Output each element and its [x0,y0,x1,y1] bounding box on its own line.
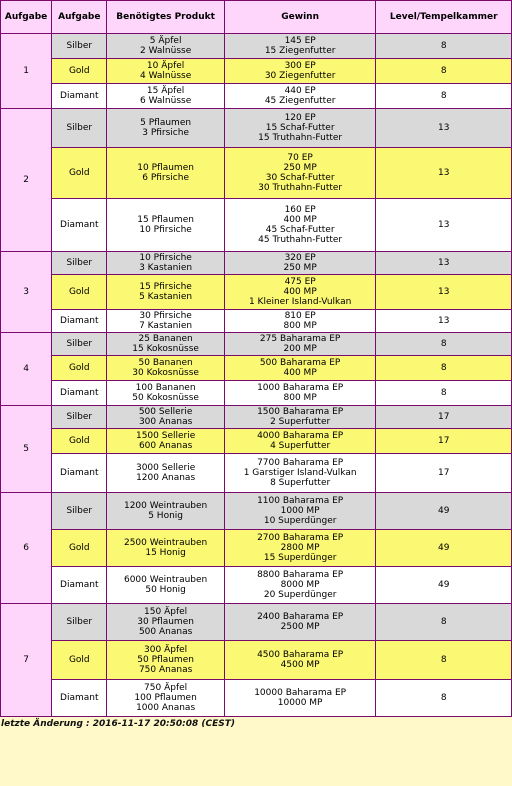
product-line: 5 Kastanien [139,292,193,302]
reward-line: 10 Superdünger [263,516,337,526]
reward-line: 2 Superfutter [270,417,331,427]
level-value: 49 [376,530,511,566]
required-products [107,333,223,355]
header-row [1,1,511,33]
tier-label: Gold [52,275,106,309]
reward-line: 440 EP [284,86,316,96]
required-products [107,109,223,147]
reward-line: 810 EP [284,311,316,321]
rewards [225,148,376,198]
table-row [1,567,511,603]
reward-line: 30 Truthahn-Futter [258,183,343,193]
reward-line: 1000 Baharama EP [257,383,344,393]
tier-label: Diamant [52,680,106,716]
product-line: 15 Äpfel [146,86,185,96]
last-modified: letzte Änderung : 2016-11-17 20:50:08 (CEST) [1,719,235,729]
level-value: 8 [376,641,511,679]
required-products [107,493,223,529]
level-value: 13 [376,148,511,198]
tier-label: Diamant [52,310,106,332]
product-line: 30 Kokosnüsse [132,368,199,378]
reward-line: 30 Ziegenfutter [264,71,336,81]
required-products [107,252,223,274]
table-row [1,641,511,679]
required-products [107,148,223,198]
task-number: 3 [1,252,51,332]
product-line: 30 Pflaumen [137,617,194,627]
reward-line: 250 MP [283,263,317,273]
reward-line: 10000 Baharama EP [254,688,347,698]
rewards [225,530,376,566]
table-row [1,530,511,566]
product-line: 6 Walnüsse [139,96,192,106]
product-line: 10 Äpfel [146,61,185,71]
tier-label: Gold [52,356,106,380]
tier-label: Silber [52,406,106,428]
reward-line: 20 Superdünger [263,590,337,600]
product-line: 1200 Weintrauben [123,501,208,511]
required-products [107,275,223,309]
tier-label: Silber [52,252,106,274]
tier-label: Gold [52,148,106,198]
rewards [225,604,376,640]
table-row [1,148,511,198]
level-value: 17 [376,406,511,428]
reward-line: 45 Ziegenfutter [264,96,336,106]
rewards [225,252,376,274]
table-row [1,429,511,453]
reward-line: 10000 MP [277,698,323,708]
rewards [225,680,376,716]
table-row [1,34,511,58]
reward-line: 160 EP [284,205,316,215]
header-aufgabe-type: Aufgabe [52,1,106,33]
reward-line: 4 Superfutter [270,441,331,451]
required-products [107,530,223,566]
rewards [225,84,376,108]
reward-line: 250 MP [283,163,317,173]
reward-line: 70 EP [287,153,313,163]
required-products [107,641,223,679]
tier-label: Gold [52,530,106,566]
product-line: 5 Honig [148,511,183,521]
reward-line: 1100 Baharama EP [257,496,344,506]
table-row [1,310,511,332]
tier-label: Gold [52,59,106,83]
reward-line: 800 MP [283,321,317,331]
reward-line: 8 Superfutter [270,478,331,488]
product-line: 3 Pfirsiche [142,128,189,138]
reward-line: 400 MP [283,368,317,378]
product-line: 10 Pfirsiche [139,225,192,235]
required-products [107,310,223,332]
product-line: 300 Äpfel [144,645,188,655]
task-number: 4 [1,333,51,405]
level-value: 13 [376,252,511,274]
reward-line: 4000 Baharama EP [257,431,344,441]
table-row [1,109,511,147]
rewards [225,275,376,309]
level-value: 13 [376,310,511,332]
product-line: 500 Ananas [138,627,193,637]
rewards [225,109,376,147]
table-body [1,34,511,716]
product-line: 7 Kastanien [139,321,193,331]
reward-line: 8800 Baharama EP [257,570,344,580]
table-row [1,604,511,640]
required-products [107,84,223,108]
required-products [107,429,223,453]
level-value: 8 [376,356,511,380]
reward-line: 15 Superdünger [263,553,337,563]
table-row [1,59,511,83]
reward-line: 15 Truthahn-Futter [258,133,343,143]
level-value: 8 [376,604,511,640]
header-gewinn: Gewinn [225,1,376,33]
rewards [225,333,376,355]
reward-line: 7700 Baharama EP [257,458,344,468]
product-line: 10 Pfirsiche [139,253,192,263]
product-line: 1000 Ananas [136,703,196,713]
rewards [225,381,376,405]
rewards [225,356,376,380]
product-line: 750 Äpfel [144,683,188,693]
reward-line: 145 EP [284,36,316,46]
reward-line: 200 MP [283,344,317,354]
required-products [107,454,223,492]
task-number: 7 [1,604,51,716]
tier-label: Silber [52,109,106,147]
required-products [107,59,223,83]
product-line: 150 Äpfel [144,607,188,617]
required-products [107,34,223,58]
product-line: 25 Bananen [138,334,193,344]
level-value: 8 [376,84,511,108]
table-row [1,333,511,355]
tier-label: Silber [52,34,106,58]
reward-line: 15 Ziegenfutter [264,46,336,56]
reward-line: 8000 MP [280,580,320,590]
reward-line: 45 Schaf-Futter [265,225,335,235]
level-value: 13 [376,199,511,251]
level-value: 8 [376,34,511,58]
product-line: 30 Pfirsiche [139,311,192,321]
reward-line: 15 Schaf-Futter [265,123,335,133]
reward-line: 1 Kleiner Island-Vulkan [248,297,352,307]
level-value: 49 [376,493,511,529]
product-line: 100 Bananen [135,383,196,393]
rewards [225,641,376,679]
level-value: 8 [376,59,511,83]
level-value: 17 [376,429,511,453]
tier-label: Silber [52,604,106,640]
tier-label: Diamant [52,199,106,251]
product-line: 50 Bananen [138,358,193,368]
level-value: 13 [376,275,511,309]
product-line: 1200 Ananas [136,473,196,483]
reward-line: 45 Truthahn-Futter [258,235,343,245]
required-products [107,604,223,640]
product-line: 600 Ananas [138,441,193,451]
rewards [225,429,376,453]
reward-line: 120 EP [284,113,316,123]
reward-line: 1 Garstiger Island-Vulkan [243,468,357,478]
table-row [1,199,511,251]
product-line: 50 Pflaumen [137,655,194,665]
required-products [107,567,223,603]
table-row [1,381,511,405]
table-row [1,493,511,529]
product-line: 3 Kastanien [139,263,193,273]
reward-line: 800 MP [283,393,317,403]
required-products [107,199,223,251]
rewards [225,310,376,332]
table-row [1,252,511,274]
task-number: 2 [1,109,51,251]
required-products [107,356,223,380]
reward-line: 475 EP [284,277,316,287]
reward-line: 2700 Baharama EP [257,533,344,543]
reward-line: 275 Baharama EP [259,334,341,344]
tier-label: Diamant [52,454,106,492]
product-line: 2500 Weintrauben [123,538,208,548]
product-line: 50 Honig [145,585,186,595]
required-products [107,406,223,428]
product-line: 6 Pfirsiche [142,173,189,183]
task-number: 6 [1,493,51,603]
rewards [225,199,376,251]
product-line: 100 Pflaumen [134,693,197,703]
table-row [1,680,511,716]
header-product: Benötigtes Produkt [107,1,223,33]
reward-line: 400 MP [283,287,317,297]
product-line: 15 Kokosnüsse [132,344,199,354]
table-row [1,356,511,380]
reward-line: 2800 MP [280,543,320,553]
tier-label: Diamant [52,381,106,405]
product-line: 1500 Sellerie [135,431,196,441]
tier-label: Diamant [52,567,106,603]
product-line: 50 Kokosnüsse [132,393,199,403]
table-row [1,275,511,309]
level-value: 49 [376,567,511,603]
product-line: 5 Äpfel [149,36,182,46]
level-value: 8 [376,333,511,355]
tier-label: Gold [52,429,106,453]
rewards [225,493,376,529]
product-line: 6000 Weintrauben [123,575,208,585]
tier-label: Silber [52,493,106,529]
product-line: 15 Pfirsiche [139,282,192,292]
required-products [107,381,223,405]
reward-line: 400 MP [283,215,317,225]
reward-line: 1500 Baharama EP [257,407,344,417]
product-line: 2 Walnüsse [139,46,192,56]
table-row [1,454,511,492]
reward-line: 30 Schaf-Futter [265,173,335,183]
level-value: 13 [376,109,511,147]
rewards [225,34,376,58]
product-line: 4 Walnüsse [139,71,192,81]
product-line: 15 Honig [145,548,186,558]
level-value: 8 [376,680,511,716]
tier-label: Gold [52,641,106,679]
reward-line: 2500 MP [280,622,320,632]
reward-line: 2400 Baharama EP [257,612,344,622]
product-line: 750 Ananas [138,665,193,675]
header-level: Level/Tempelkammer [376,1,511,33]
product-line: 300 Ananas [138,417,193,427]
reward-line: 500 Baharama EP [259,358,341,368]
product-line: 500 Sellerie [138,407,193,417]
task-number: 5 [1,406,51,492]
level-value: 8 [376,381,511,405]
table-row [1,406,511,428]
table-row [1,84,511,108]
reward-line: 4500 Baharama EP [257,650,344,660]
rewards [225,59,376,83]
product-line: 10 Pflaumen [137,163,194,173]
reward-line: 300 EP [284,61,316,71]
product-line: 5 Pflaumen [140,118,192,128]
rewards [225,567,376,603]
rewards [225,406,376,428]
tier-label: Silber [52,333,106,355]
tier-label: Diamant [52,84,106,108]
reward-line: 320 EP [284,253,316,263]
reward-line: 1000 MP [280,506,320,516]
level-value: 17 [376,454,511,492]
header-aufgabe-num: Aufgabe [1,1,51,33]
reward-line: 4500 MP [280,660,320,670]
task-number: 1 [1,34,51,108]
product-line: 3000 Sellerie [135,463,196,473]
product-line: 15 Pflaumen [137,215,194,225]
required-products [107,680,223,716]
rewards [225,454,376,492]
